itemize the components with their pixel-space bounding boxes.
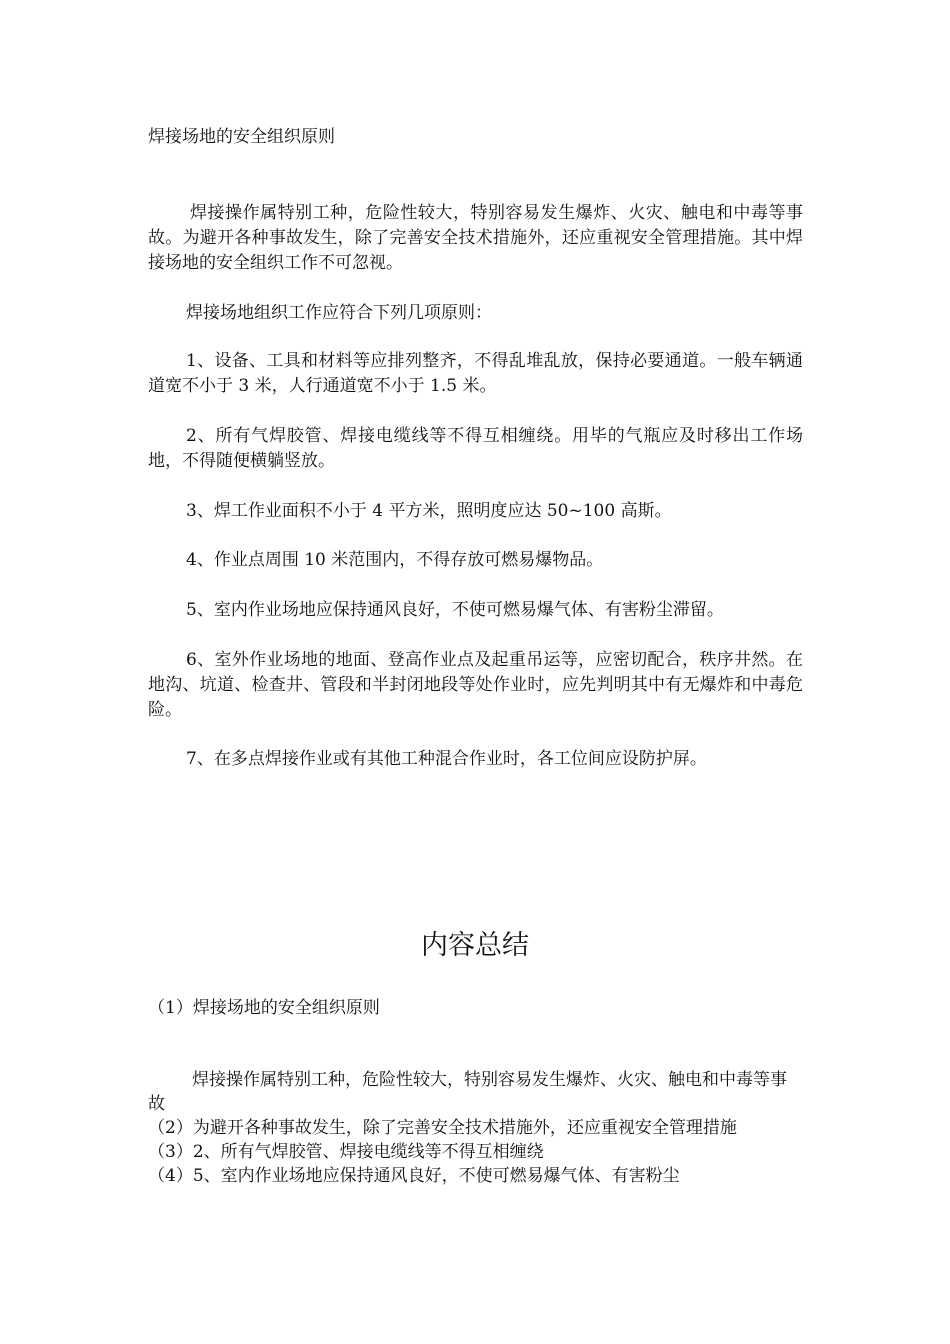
rule-item: 2、所有气焊胶管、焊接电缆线等不得互相缠绕。用毕的气瓶应及时移出工作场地，不得随便横躺竖放。 (148, 426, 803, 471)
summary-list (148, 1068, 803, 1188)
rule-item: 4、作业点周围 10 米范围内，不得存放可燃易爆物品。 (186, 550, 604, 570)
summary-item: （4）5、室内作业场地应保持通风良好，不使可燃易爆气体、有害粉尘 (148, 1166, 680, 1186)
rule-item: 1、设备、工具和材料等应排列整齐，不得乱堆乱放，保持必要通道。一般车辆通道宽不小于 3 米，人行通道宽不小于 1.5 米。 (148, 351, 803, 396)
intro-paragraph: 焊接操作属特别工种，危险性较大，特别容易发生爆炸、火灾、触电和中毒等事故。为避开各种事故发生，除了完善安全技术措施外，还应重视安全管理措施。其中焊接场地的安全组织工作不可忽视。 (148, 203, 803, 273)
summary-subtitle: （1）焊接场地的安全组织原则 (148, 998, 380, 1018)
summary-item: （2）为避开各种事故发生，除了完善安全技术措施外，还应重视安全管理措施 (148, 1118, 737, 1138)
document-title: 焊接场地的安全组织原则 (148, 127, 335, 147)
summary-heading: 内容总结 (421, 930, 529, 961)
rule-item: 7、在多点焊接作业或有其他工种混合作业时，各工位间应设防护屏。 (186, 749, 707, 769)
summary-item: 焊接操作属特别工种，危险性较大，特别容易发生爆炸、火灾、触电和中毒等事故 (148, 1070, 787, 1114)
rule-item: 6、室外作业场地的地面、登高作业点及起重吊运等，应密切配合，秩序井然。在地沟、坑道、检查井、管段和半封闭地段等处作业时，应先判明其中有无爆炸和中毒危险。 (148, 650, 803, 720)
rule-item: 5、室内作业场地应保持通风良好，不使可燃易爆气体、有害粉尘滞留。 (186, 600, 724, 620)
summary-item: （3）2、所有气焊胶管、焊接电缆线等不得互相缠绕 (148, 1142, 544, 1162)
lead-paragraph: 焊接场地组织工作应符合下列几项原则： (186, 303, 492, 323)
rule-item: 3、焊工作业面积不小于 4 平方米，照明度应达 50~100 高斯。 (186, 501, 672, 521)
